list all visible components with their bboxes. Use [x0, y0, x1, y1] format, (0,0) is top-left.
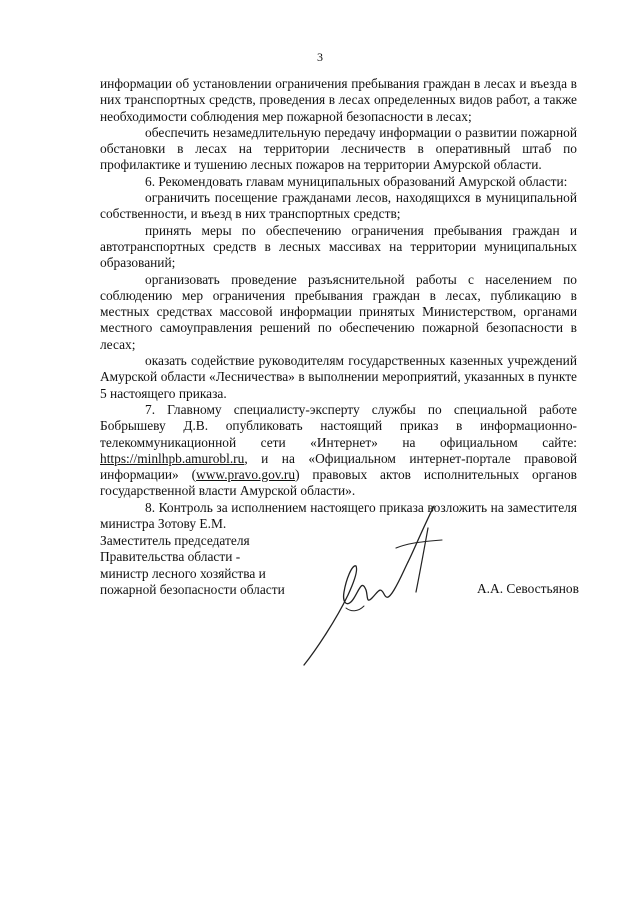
document-body [100, 76, 577, 532]
paragraph: принять меры по обеспечению ограничения пребывания граждан и автотранспортных средств в лесных массивах на территории муниципальных образований; [100, 222, 577, 271]
paragraph: оказать содействие руководителям государственных казенных учреждений Амурской области «Лесничества» в выполнении мероприятий, указанных в пункте 5 настоящего приказа. [100, 353, 577, 401]
paragraph-7-text-c: ) правовых актов исполнительных органов государственной власти Амурской области». [100, 467, 577, 499]
signatory-title [100, 533, 285, 598]
signatory-name: А.А. Севостьянов [477, 581, 579, 596]
paragraph-8: 8. Контроль за исполнением настоящего приказа возложить на заместителя министра Зотову Е.М. [100, 499, 577, 532]
signatory-title-line: пожарной безопасности области [100, 581, 285, 597]
signatory-title-line: Заместитель председателя [100, 533, 250, 548]
handwritten-signature [296, 500, 446, 670]
paragraph-7 [100, 402, 577, 500]
paragraph: 6. Рекомендовать главам муниципальных образований Амурской области: [145, 173, 568, 189]
page-number: 3 [317, 50, 323, 64]
paragraph: информации об установлении ограничения пребывания граждан в лесах и въезда в них транспортных средств, проведения в лесах определенных видов работ, а также необходимости соблюдения мер пожарной безопасности в лесах; [100, 76, 577, 124]
paragraph: обеспечить незамедлительную передачу информации о развитии пожарной обстановки в лесах на территории лесничеств в оперативный штаб по профилактике и тушению лесных пожаров на территории Амурской области. [100, 124, 577, 173]
paragraph-7-text-b: , и на «Официальном интернет-портале правовой информации» ( [100, 450, 577, 483]
ministry-site-link[interactable]: https://minlhpb.amurobl.ru [100, 450, 245, 466]
paragraph-7-text-a: 7. Главному специалисту-эксперту службы по специальной работе Бобрышеву Д.В. опубликовать настоящий приказ в информационно-телекоммуникационной сети «Интернет» на официальном сайте: [100, 401, 577, 450]
pravo-portal-link[interactable]: www.pravo.gov.ru [196, 467, 296, 483]
paragraph: организовать проведение разъяснительной работы с населением по соблюдению мер ограничения пребывания граждан в лесах, публикацию в местных средствах массовой информации принятых Министерством, органами местного самоуправления решений по обеспечению пожарной безопасности в лесах; [100, 271, 577, 352]
signatory-title-line: Правительства области - [100, 549, 241, 565]
signatory-title-line: министр лесного хозяйства и [100, 565, 266, 581]
paragraph: ограничить посещение гражданами лесов, находящихся в муниципальной собственности, и въезд в них транспортных средств; [100, 190, 577, 222]
